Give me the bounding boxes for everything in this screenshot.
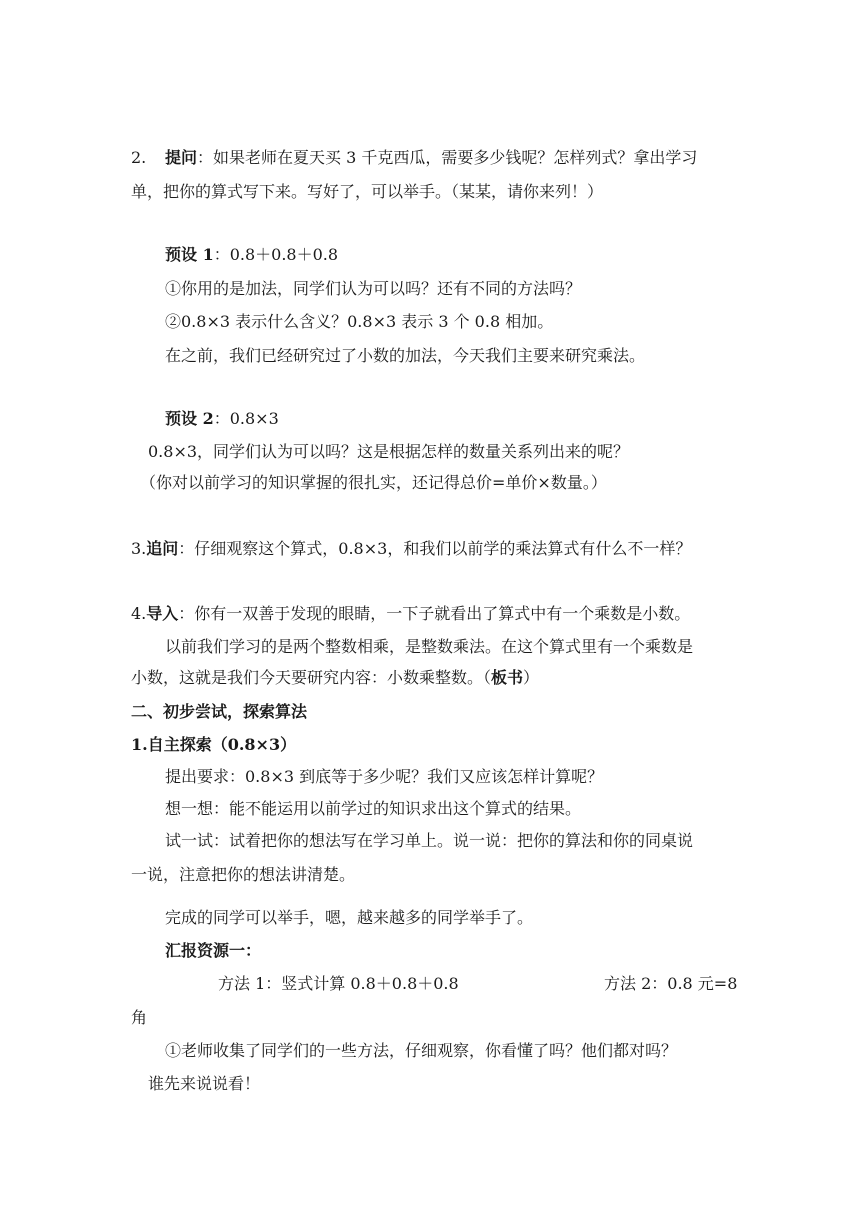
- done-line: 完成的同学可以举手，嗯，越来越多的同学举手了。: [165, 908, 534, 927]
- follow-up-label: 追问: [146, 539, 179, 558]
- method-2: 方法 2：0.8 元=8: [604, 974, 738, 993]
- preset-1-line-1: ①你用的是加法，同学们认为可以吗？还有不同的方法吗？: [165, 279, 582, 298]
- closing-paren: ）: [523, 668, 540, 687]
- item-4-line-1: 以前我们学习的是两个整数相乘，是整数乘法。在这个算式里有一个乘数是: [165, 637, 694, 656]
- question-label: 提问: [165, 148, 198, 167]
- requirement-line: 提出要求：0.8×3 到底等于多少呢？我们又应该怎样计算呢？: [165, 767, 604, 786]
- item-3-number: 3.: [131, 539, 147, 558]
- preset-1-heading: [165, 244, 338, 266]
- think-line: 想一想：能不能运用以前学过的知识求出这个算式的结果。: [165, 799, 582, 818]
- try-line-1: 试一试：试着把你的想法写在学习单上。说一说：把你的算法和你的同桌说: [165, 831, 694, 850]
- item-4-line-2: [131, 667, 539, 689]
- report-heading: 汇报资源一：: [165, 941, 262, 960]
- question-text: ：如果老师在夏天买 3 千克西瓜，需要多少钱呢？怎样列式？拿出学习: [197, 148, 698, 167]
- preset-2-label: 预设 2: [165, 409, 214, 428]
- board-note: 板书: [491, 668, 524, 687]
- try-line-2: 一说，注意把你的想法讲清楚。: [131, 865, 356, 884]
- method-2-wrap: 角: [131, 1008, 148, 1027]
- preset-1-label: 预设 1: [165, 245, 214, 264]
- question-line-1: ①老师收集了同学们的一些方法，仔细观察，你看懂了吗？他们都对吗？: [165, 1041, 678, 1060]
- item-2-number: 2.: [131, 148, 147, 167]
- preset-2-line-1: 0.8×3，同学们认为可以吗？这是根据怎样的数量关系列出来的呢？: [148, 442, 630, 461]
- item-2-line-2: 单，把你的算式写下来。写好了，可以举手。（某某，请你来列！）: [131, 182, 604, 201]
- question-line-2: 谁先来说说看！: [148, 1074, 261, 1093]
- item-2-line-1: [165, 147, 697, 169]
- preset-1-line-2: ②0.8×3 表示什么含义？0.8×3 表示 3 个 0.8 相加。: [165, 312, 554, 331]
- follow-up-text: ：仔细观察这个算式，0.8×3，和我们以前学的乘法算式有什么不一样？: [178, 539, 692, 558]
- lesson-topic-text: 小数，这就是我们今天要研究内容：小数乘整数。（: [131, 668, 492, 687]
- preset-2-expression: ：0.8×3: [213, 409, 279, 428]
- intro-label: 导入: [146, 604, 179, 623]
- section-2-title: 二、初步尝试，探索算法: [131, 702, 308, 721]
- item-3: [131, 538, 691, 560]
- preset-1-line-3: 在之前，我们已经研究过了小数的加法，今天我们主要来研究乘法。: [165, 346, 646, 365]
- item-4: [131, 603, 690, 625]
- item-4-number: 4.: [131, 604, 147, 623]
- preset-2-line-2: （你对以前学习的知识掌握的很扎实，还记得总价=单价×数量。）: [140, 473, 607, 492]
- intro-text: ：你有一双善于发现的眼睛，一下子就看出了算式中有一个乘数是小数。: [178, 604, 691, 623]
- method-1: 方法 1：竖式计算 0.8＋0.8＋0.8: [218, 974, 459, 993]
- preset-1-expression: ：0.8＋0.8＋0.8: [213, 245, 339, 264]
- self-explore-heading: 1.自主探索（0.8×3）: [131, 735, 297, 754]
- preset-2-heading: [165, 408, 279, 430]
